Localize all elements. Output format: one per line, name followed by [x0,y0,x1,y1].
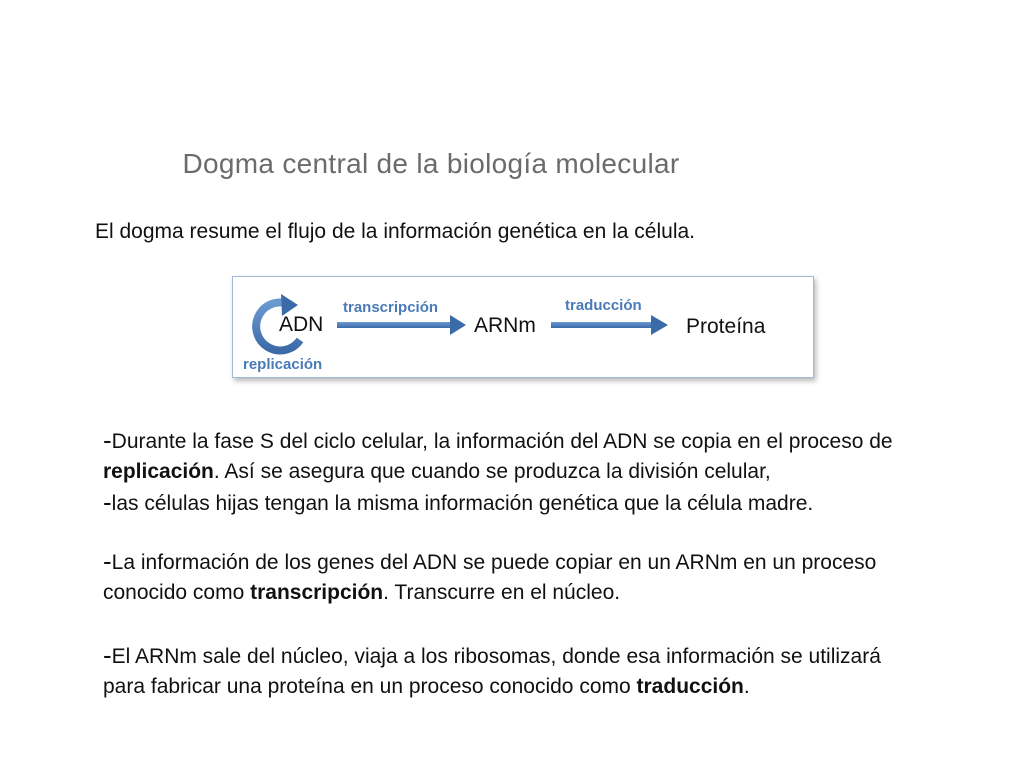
p1-line2: . Así se asegura que cuando se produzca la división celular, [213,460,771,483]
keyword-transcripcion: transcripción [250,581,384,604]
p3-line1: El ARNm sale del núcleo, viaja a los ribosomas, donde esa información se utilizará [111,645,881,668]
label-replication: replicación [243,356,323,373]
paragraph-replication [103,425,893,519]
right-arrow-icon [551,315,668,335]
label-transcription: transcripción [343,299,439,316]
slide-title: Dogma central de la biología molecular [182,148,680,179]
node-dna: ADN [279,313,324,336]
p1-line1: Durante la fase S del ciclo celular, la información del ADN se copia en el proceso de [111,430,893,453]
p3-line2-pre: para fabricar una proteína en un proceso conocido como [103,675,637,698]
p2-line1: La información de los genes del ADN se puede copiar en un ARNm en un proceso [111,551,877,574]
keyword-replicacion: replicación [103,460,214,483]
dash-bullet: - [103,487,112,517]
intro-text: El dogma resume el flujo de la información genética en la célula. [95,220,696,243]
keyword-traduccion: traducción [636,675,744,698]
paragraph-transcription [103,546,876,608]
p1-line3: las células hijas tengan la misma información genética que la célula madre. [111,492,814,515]
dash-bullet: - [103,546,112,576]
p3-line2-rest: . [743,675,750,698]
p2-line2-rest: . Transcurre en el núcleo. [383,581,621,604]
node-protein: Proteína [686,315,766,338]
node-mrna: ARNm [474,314,536,337]
p2-line2-pre: conocido como [103,581,251,604]
right-arrow-icon [337,315,466,335]
paragraph-translation [103,640,881,702]
dash-bullet: - [103,425,112,455]
dash-bullet: - [103,640,112,670]
label-translation: traducción [565,297,642,314]
